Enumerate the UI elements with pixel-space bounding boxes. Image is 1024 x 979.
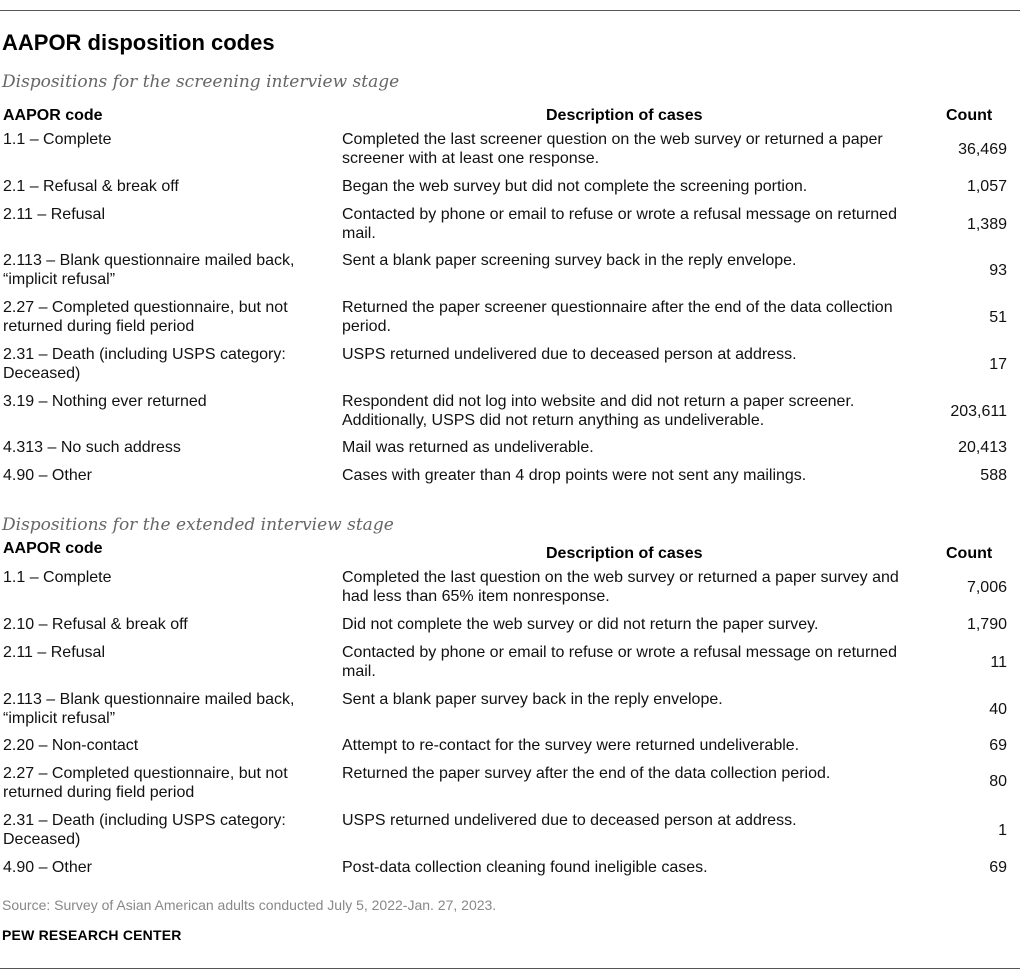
row-description: Attempt to re-contact for the survey were returned undeliverable.: [342, 737, 800, 754]
row-code: 2.10 – Refusal & break off: [3, 616, 188, 633]
row-count: 1: [998, 822, 1007, 839]
row-code: 1.1 – Complete: [3, 569, 112, 586]
bottom-rule: [0, 968, 1020, 969]
row-code: 2.113 – Blank questionnaire mailed back, “implicit refusal”: [3, 252, 295, 288]
row-code: 2.31 – Death (including USPS category: Deceased): [3, 346, 286, 382]
row-count: 1,389: [966, 216, 1007, 233]
row-count: 69: [989, 737, 1007, 754]
source-note: Source: Survey of Asian American adults conducted July 5, 2022-Jan. 27, 2023.: [2, 897, 497, 913]
row-code: 4.90 – Other: [3, 467, 92, 484]
row-description: Did not complete the web survey or did not return the paper survey.: [342, 616, 819, 633]
row-code: 2.31 – Death (including USPS category: Deceased): [3, 812, 286, 848]
row-description: USPS returned undelivered due to deceased person at address.: [342, 346, 797, 363]
screening-subtitle: Dispositions for the screening interview stage: [2, 72, 400, 92]
row-code: 2.11 – Refusal: [3, 644, 105, 661]
brand-logo-text: PEW RESEARCH CENTER: [2, 927, 182, 943]
row-description: Returned the paper screener questionnaire after the end of the data collection period.: [342, 299, 893, 335]
row-count: 93: [989, 262, 1007, 279]
top-rule: [0, 10, 1020, 11]
row-count: 69: [989, 859, 1007, 876]
row-description: Post-data collection cleaning found ineligible cases.: [342, 859, 708, 876]
extended-header-code: AAPOR code: [3, 540, 103, 557]
row-code: 2.11 – Refusal: [3, 206, 105, 223]
row-count: 51: [989, 309, 1007, 326]
extended-subtitle: Dispositions for the extended interview stage: [2, 515, 394, 535]
row-description: Contacted by phone or email to refuse or wrote a refusal message on returned mail.: [342, 206, 897, 242]
row-code: 2.113 – Blank questionnaire mailed back, “implicit refusal”: [3, 691, 295, 727]
row-description: Completed the last question on the web survey or returned a paper survey and had less than 65% item nonresponse.: [342, 569, 899, 605]
row-description: Contacted by phone or email to refuse or wrote a refusal message on returned mail.: [342, 644, 897, 680]
row-code: 2.27 – Completed questionnaire, but not returned during field period: [3, 299, 288, 335]
row-code: 4.313 – No such address: [3, 439, 181, 456]
row-count: 7,006: [966, 579, 1007, 596]
row-count: 80: [989, 773, 1007, 790]
row-count: 40: [989, 701, 1007, 718]
extended-header-description: Description of cases: [546, 545, 703, 562]
row-count: 17: [989, 356, 1007, 373]
screening-header-code: AAPOR code: [3, 107, 103, 124]
row-description: Sent a blank paper survey back in the reply envelope.: [342, 691, 723, 708]
row-description: Mail was returned as undeliverable.: [342, 439, 594, 456]
row-count: 1,790: [966, 616, 1007, 633]
row-count: 588: [980, 467, 1007, 484]
row-description: Respondent did not log into website and did not return a paper screener. Additionally, USPS did not return anything as undeliverable.: [342, 393, 855, 429]
row-code: 2.1 – Refusal & break off: [3, 178, 179, 195]
row-code: 4.90 – Other: [3, 859, 92, 876]
row-description: Cases with greater than 4 drop points were not sent any mailings.: [342, 467, 807, 484]
row-description: Began the web survey but did not complete the screening portion.: [342, 178, 808, 195]
row-code: 1.1 – Complete: [3, 131, 112, 148]
row-description: Completed the last screener question on the web survey or returned a paper screener with at least one response.: [342, 131, 883, 167]
screening-header-count: Count: [946, 107, 993, 124]
row-code: 2.27 – Completed questionnaire, but not returned during field period: [3, 765, 288, 801]
row-description: Returned the paper survey after the end of the data collection period.: [342, 765, 831, 782]
row-count: 1,057: [966, 178, 1007, 195]
row-code: 2.20 – Non-contact: [3, 737, 139, 754]
row-code: 3.19 – Nothing ever returned: [3, 393, 207, 410]
extended-header-count: Count: [946, 545, 993, 562]
row-description: Sent a blank paper screening survey back in the reply envelope.: [342, 252, 797, 269]
row-description: USPS returned undelivered due to deceased person at address.: [342, 812, 797, 829]
row-count: 36,469: [958, 141, 1007, 158]
row-count: 11: [990, 654, 1007, 671]
row-count: 20,413: [958, 439, 1007, 456]
page-title: AAPOR disposition codes: [2, 30, 275, 55]
screening-header-description: Description of cases: [546, 107, 703, 124]
row-count: 203,611: [950, 403, 1007, 420]
